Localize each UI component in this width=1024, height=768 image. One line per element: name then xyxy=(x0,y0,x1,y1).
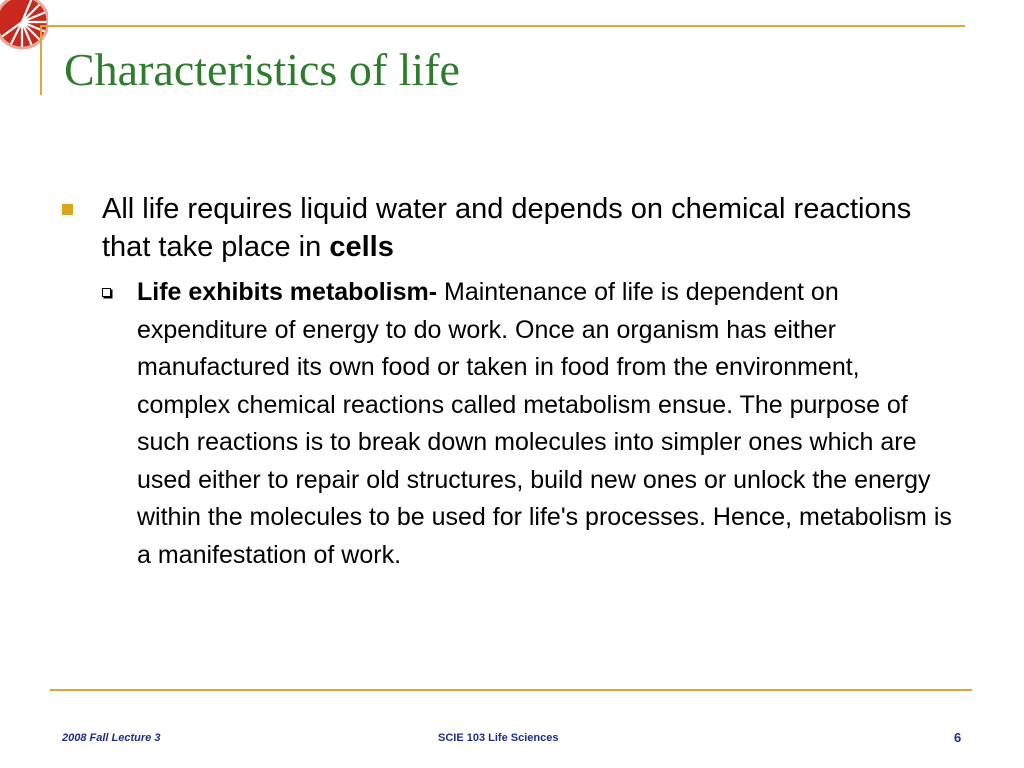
square-bullet-icon xyxy=(62,204,73,215)
bullet-point-level2 xyxy=(62,274,957,574)
slide-content xyxy=(62,190,962,574)
bullet2-text: Maintenance of life is dependent on expenditure of energy to do work. Once an organism has either manufactured its own food or taken in food from the environment, complex chemical reactions called metabolism ensue. The purpose of such reactions is to break down molecules into simpler ones which are used either to repair old structures, build new ones or unlock the energy within the molecules to be used for life's processes. Hence, metabolism is a manifestation of work. xyxy=(137,278,952,569)
slide-title: Characteristics of life xyxy=(64,44,460,95)
hollow-square-bullet-icon xyxy=(102,288,111,297)
footer-course-label: SCIE 103 Life Sciences xyxy=(438,732,559,744)
top-divider-rule xyxy=(40,25,965,27)
page-number: 6 xyxy=(954,730,962,745)
footer-lecture-label: 2008 Fall Lecture 3 xyxy=(62,732,161,744)
bullet2-term: Life exhibits metabolism- xyxy=(137,278,438,306)
bullet-point-level1 xyxy=(62,190,962,266)
left-divider-rule xyxy=(40,25,42,95)
bottom-divider-rule xyxy=(50,689,972,691)
bullet1-text: All life requires liquid water and depends on chemical reactions that take place in xyxy=(102,193,912,263)
bullet1-emphasis: cells xyxy=(329,231,394,263)
